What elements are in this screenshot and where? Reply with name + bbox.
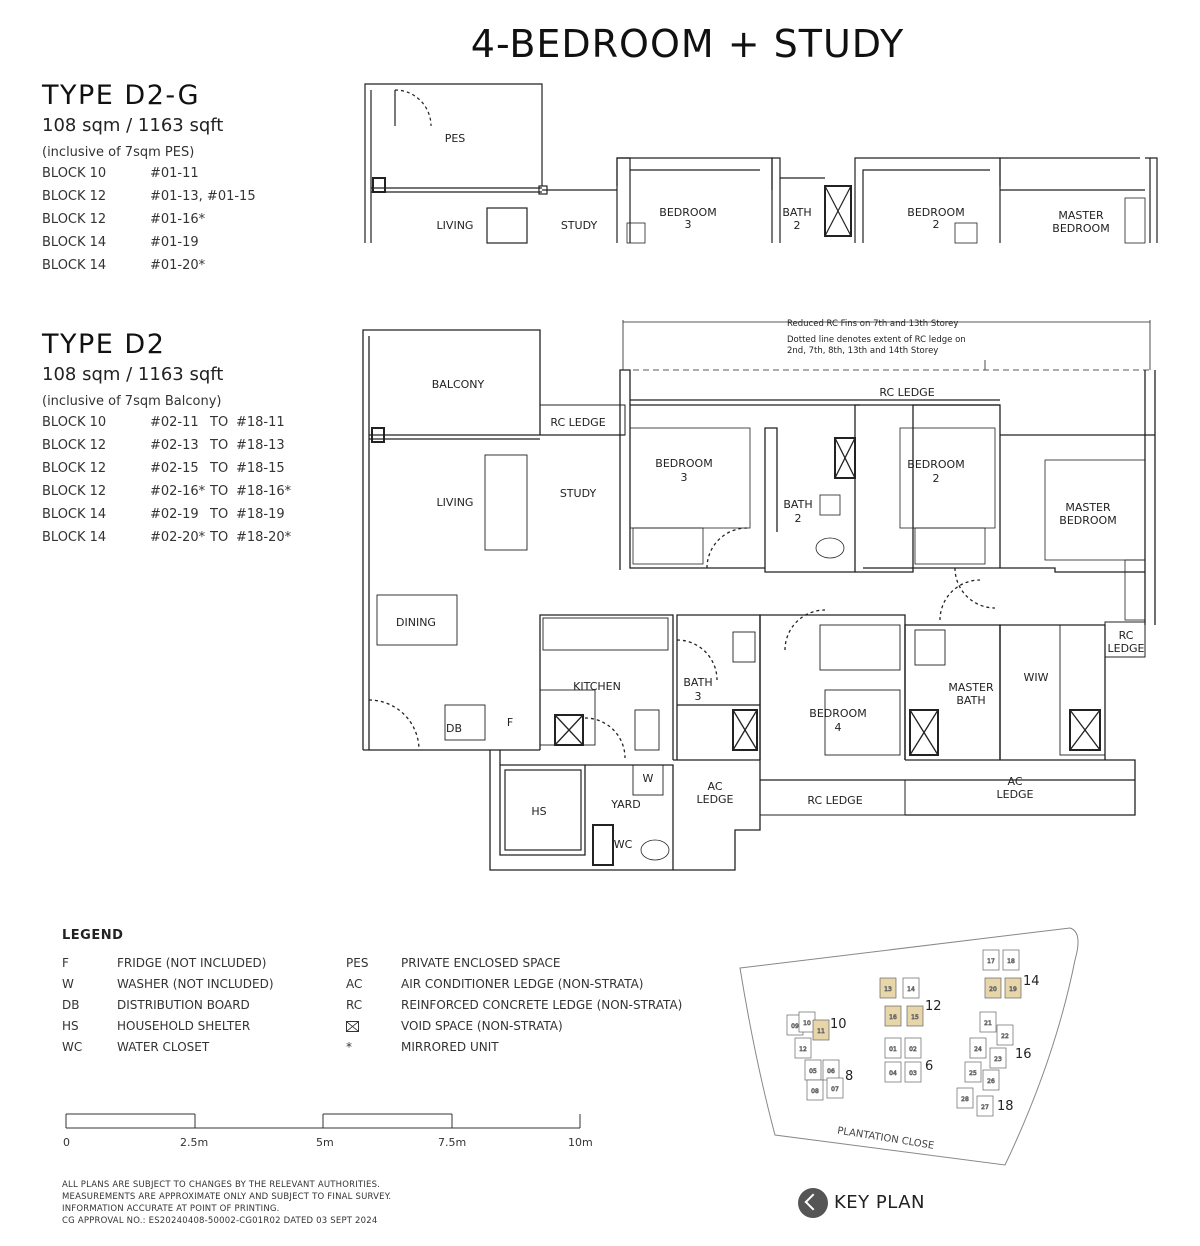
type-d2g-unit-list [42, 162, 256, 277]
master-bath-label-2: BATH [956, 694, 986, 707]
bath3-label: BATH [683, 676, 713, 689]
ac-ledge-left-1: AC [707, 780, 723, 793]
unit-block: BLOCK 10 [42, 166, 107, 181]
unit-row [42, 254, 256, 277]
key-plan-block-label: 14 [1023, 974, 1040, 989]
type-d2-inclusive: (inclusive of 7sqm Balcony) [42, 394, 222, 409]
legend-item [346, 1016, 682, 1037]
legend-item [346, 953, 682, 974]
floor-plan-d2g [355, 78, 1165, 248]
type-d2g-info [42, 80, 256, 277]
legend-abbr: F [62, 956, 69, 970]
legend-desc: VOID SPACE (NON-STRATA) [401, 1019, 563, 1033]
legend-desc: WASHER (NOT INCLUDED) [117, 977, 274, 991]
unit-block: BLOCK 14 [42, 530, 107, 545]
legend-abbr: * [346, 1040, 352, 1054]
key-plan-unit-number: 20 [989, 986, 997, 993]
key-plan-unit-number: 10 [803, 1020, 811, 1027]
key-plan-unit-number: 26 [987, 1078, 995, 1085]
scale-label: 5m [316, 1136, 334, 1149]
living-label: LIVING [436, 496, 474, 509]
scale-label: 2.5m [180, 1136, 209, 1149]
legend-item [346, 1037, 682, 1058]
legend-abbr [346, 1016, 401, 1037]
unit-number: #01-16* [150, 212, 206, 227]
unit-row [42, 162, 256, 185]
legend-item [62, 1016, 274, 1037]
wc-label: WC [613, 838, 633, 851]
key-plan-unit-number: 28 [961, 1096, 969, 1103]
plan-g-master-bedroom-label: BEDROOM [1052, 222, 1110, 235]
legend-desc: HOUSEHOLD SHELTER [117, 1019, 251, 1033]
legend-abbr: W [62, 977, 74, 991]
unit-row [42, 208, 256, 231]
legend-abbr: RC [346, 998, 363, 1012]
plan-g-master-label: MASTER [1058, 209, 1104, 222]
key-plan-unit-number: 03 [909, 1070, 917, 1077]
key-plan-unit-number: 01 [889, 1046, 897, 1053]
floor-plan-d2 [355, 310, 1165, 890]
page-title: 4-BEDROOM + STUDY [470, 22, 905, 66]
db-label: DB [445, 722, 463, 735]
key-plan-road-label: PLANTATION CLOSE [836, 1125, 935, 1152]
ac-ledge-right-2: LEDGE [996, 788, 1034, 801]
key-plan-block-label: 16 [1015, 1047, 1032, 1062]
key-plan-unit-number: 22 [1001, 1033, 1009, 1040]
note-fins: Reduced RC Fins on 7th and 13th Storey [787, 319, 959, 329]
key-plan-unit-number: 07 [831, 1086, 839, 1093]
key-plan-block-label: 6 [925, 1059, 934, 1074]
key-plan-unit-number: 25 [969, 1070, 977, 1077]
type-d2-area: 108 sqm / 1163 sqft [42, 364, 224, 385]
disclaimer-notes [62, 1179, 391, 1227]
rc-ledge-bottom-label: RC LEDGE [807, 794, 863, 807]
legend-abbr: DB [62, 998, 80, 1012]
unit-block: BLOCK 12 [42, 461, 107, 476]
fridge-label: F [506, 716, 514, 729]
bedroom2-label: BEDROOM [907, 458, 965, 471]
key-plan-unit-number: 12 [799, 1046, 807, 1053]
note-dotted-1: Dotted line denotes extent of RC ledge on [787, 335, 966, 345]
unit-block: BLOCK 14 [42, 235, 107, 250]
plan-g-living-label: LIVING [436, 219, 474, 232]
legend-item [62, 974, 274, 995]
kitchen-label: KITCHEN [573, 680, 621, 693]
legend-abbr: HS [62, 1019, 79, 1033]
bath3-num: 3 [694, 690, 702, 703]
bath2-label: BATH [783, 498, 813, 511]
legend-item [62, 953, 274, 974]
key-plan-unit-number: 04 [889, 1070, 897, 1077]
type-d2-title: TYPE D2 [42, 329, 166, 360]
legend-desc: WATER CLOSET [117, 1040, 210, 1054]
wiw-label: WIW [1023, 671, 1049, 684]
key-plan-block-label: 8 [845, 1069, 854, 1084]
bath2-num: 2 [794, 512, 802, 525]
type-d2g-title: TYPE D2-G [42, 80, 201, 111]
unit-from: #02-19 [150, 507, 199, 522]
plan-g-bedroom2-num: 2 [932, 218, 940, 231]
key-plan-block-label: 10 [830, 1017, 847, 1032]
unit-from: #02-20* [150, 530, 206, 545]
type-d2g-area: 108 sqm / 1163 sqft [42, 115, 224, 136]
bedroom3-label: BEDROOM [655, 457, 713, 470]
unit-to: #18-13 [236, 438, 285, 453]
bedroom4-label: BEDROOM [809, 707, 867, 720]
note-line: CG APPROVAL NO.: ES20240408-50002-CG01R02 DATED 03 SEPT 2024 [62, 1216, 378, 1226]
plan-g-bedroom3-label: BEDROOM [659, 206, 717, 219]
legend-title: LEGEND [62, 928, 124, 943]
plan-g-bedroom3-num: 3 [684, 218, 692, 231]
unit-number: #01-13, #01-15 [150, 189, 256, 204]
master-bedroom-label-2: BEDROOM [1059, 514, 1117, 527]
unit-to: #18-11 [236, 415, 285, 430]
study-label: STUDY [559, 487, 597, 500]
key-plan-map [735, 920, 1085, 1180]
unit-block: BLOCK 12 [42, 189, 107, 204]
yard-label: YARD [611, 798, 641, 811]
note-dotted-2: 2nd, 7th, 8th, 13th and 14th Storey [787, 346, 939, 356]
key-plan-unit-number: 18 [1007, 958, 1015, 965]
unit-block: BLOCK 14 [42, 507, 107, 522]
key-plan-unit-number: 15 [911, 1014, 919, 1021]
unit-to: #18-15 [236, 461, 285, 476]
dining-label: DINING [396, 616, 436, 629]
note-line: MEASUREMENTS ARE APPROXIMATE ONLY AND SUBJECT TO FINAL SURVEY. [62, 1192, 392, 1202]
legend-desc: PRIVATE ENCLOSED SPACE [401, 956, 561, 970]
legend-item [346, 995, 682, 1016]
master-bedroom-label-1: MASTER [1065, 501, 1111, 514]
key-plan-logo-icon [798, 1188, 828, 1218]
unit-row [42, 457, 291, 480]
plan-g-pes-label: PES [444, 132, 466, 145]
key-plan-unit-number: 27 [981, 1104, 989, 1111]
unit-number: #01-19 [150, 235, 199, 250]
legend-desc: FRIDGE (NOT INCLUDED) [117, 956, 267, 970]
legend-item [346, 974, 682, 995]
unit-row [42, 185, 256, 208]
unit-to: #18-16* [236, 484, 292, 499]
unit-to-word: TO [210, 530, 229, 545]
legend-item [62, 995, 274, 1016]
key-plan-unit-number: 06 [827, 1068, 835, 1075]
unit-block: BLOCK 12 [42, 212, 107, 227]
key-plan-unit-number: 19 [1009, 986, 1017, 993]
plan-g-bath2-num: 2 [793, 219, 801, 232]
type-d2-info [42, 329, 291, 549]
bedroom4-num: 4 [834, 721, 842, 734]
unit-to-word: TO [210, 484, 229, 499]
legend-desc: MIRRORED UNIT [401, 1040, 499, 1054]
legend-right-column [346, 953, 682, 1058]
bedroom3-num: 3 [680, 471, 688, 484]
unit-to: #18-20* [236, 530, 292, 545]
unit-row [42, 231, 256, 254]
unit-block: BLOCK 14 [42, 258, 107, 273]
unit-to: #18-19 [236, 507, 285, 522]
hs-label: HS [531, 805, 547, 818]
key-plan-unit-number: 11 [817, 1028, 825, 1035]
key-plan-unit-number: 21 [984, 1020, 992, 1027]
unit-to-word: TO [210, 415, 229, 430]
ac-ledge-right-1: AC [1007, 775, 1023, 788]
legend-desc: AIR CONDITIONER LEDGE (NON-STRATA) [401, 977, 644, 991]
unit-from: #02-15 [150, 461, 199, 476]
legend-abbr: PES [346, 956, 369, 970]
key-plan-unit-number: 13 [884, 986, 892, 993]
unit-to-word: TO [210, 461, 229, 476]
rc-ledge-right-1: RC [1118, 629, 1134, 642]
key-plan-unit-number: 24 [974, 1046, 982, 1053]
rc-ledge-top-label: RC LEDGE [879, 386, 935, 399]
note-line: ALL PLANS ARE SUBJECT TO CHANGES BY THE RELEVANT AUTHORITIES. [62, 1180, 381, 1190]
unit-to-word: TO [210, 507, 229, 522]
key-plan-unit-number: 17 [987, 958, 995, 965]
unit-block: BLOCK 12 [42, 438, 107, 453]
plan-g-bedroom2-label: BEDROOM [907, 206, 965, 219]
unit-row [42, 503, 291, 526]
legend-abbr: AC [346, 977, 363, 991]
legend-item [62, 1037, 274, 1058]
key-plan-block-label: 18 [997, 1099, 1014, 1114]
balcony-label: BALCONY [431, 378, 485, 391]
master-bath-label-1: MASTER [948, 681, 994, 694]
unit-from: #02-11 [150, 415, 199, 430]
unit-from: #02-16* [150, 484, 206, 499]
unit-to-word: TO [210, 438, 229, 453]
scale-label: 0 [63, 1136, 70, 1149]
key-plan-block-label: 12 [925, 999, 942, 1014]
key-plan-title: KEY PLAN [834, 1192, 925, 1213]
unit-row [42, 434, 291, 457]
legend-desc: REINFORCED CONCRETE LEDGE (NON-STRATA) [401, 998, 683, 1012]
bedroom2-num: 2 [932, 472, 940, 485]
unit-row [42, 480, 291, 503]
key-plan-unit-number: 08 [811, 1088, 819, 1095]
unit-number: #01-11 [150, 166, 199, 181]
unit-row [42, 411, 291, 434]
scale-bar [60, 1110, 590, 1130]
rc-ledge-small-label: RC LEDGE [550, 416, 606, 429]
unit-from: #02-13 [150, 438, 199, 453]
key-plan-unit-number: 14 [907, 986, 915, 993]
type-d2-unit-list [42, 411, 291, 549]
legend-abbr: WC [62, 1040, 83, 1054]
unit-number: #01-20* [150, 258, 206, 273]
void-space-icon [346, 1021, 359, 1032]
ac-ledge-left-2: LEDGE [696, 793, 734, 806]
legend-left-column [62, 953, 274, 1058]
unit-row [42, 526, 291, 549]
key-plan-unit-number: 02 [909, 1046, 917, 1053]
key-plan-unit-number: 09 [791, 1023, 799, 1030]
unit-block: BLOCK 12 [42, 484, 107, 499]
key-plan-unit-number: 23 [994, 1056, 1002, 1063]
type-d2g-inclusive: (inclusive of 7sqm PES) [42, 145, 195, 160]
note-line: INFORMATION ACCURATE AT POINT OF PRINTING. [62, 1204, 280, 1214]
legend-desc: DISTRIBUTION BOARD [117, 998, 250, 1012]
washer-label: W [642, 772, 654, 785]
key-plan-unit-number: 05 [809, 1068, 817, 1075]
rc-ledge-right-2: LEDGE [1107, 642, 1145, 655]
scale-label: 7.5m [438, 1136, 467, 1149]
plan-g-bath2-label: BATH [782, 206, 812, 219]
key-plan-unit-number: 16 [889, 1014, 897, 1021]
plan-g-study-label: STUDY [560, 219, 598, 232]
unit-block: BLOCK 10 [42, 415, 107, 430]
scale-label: 10m [568, 1136, 593, 1149]
